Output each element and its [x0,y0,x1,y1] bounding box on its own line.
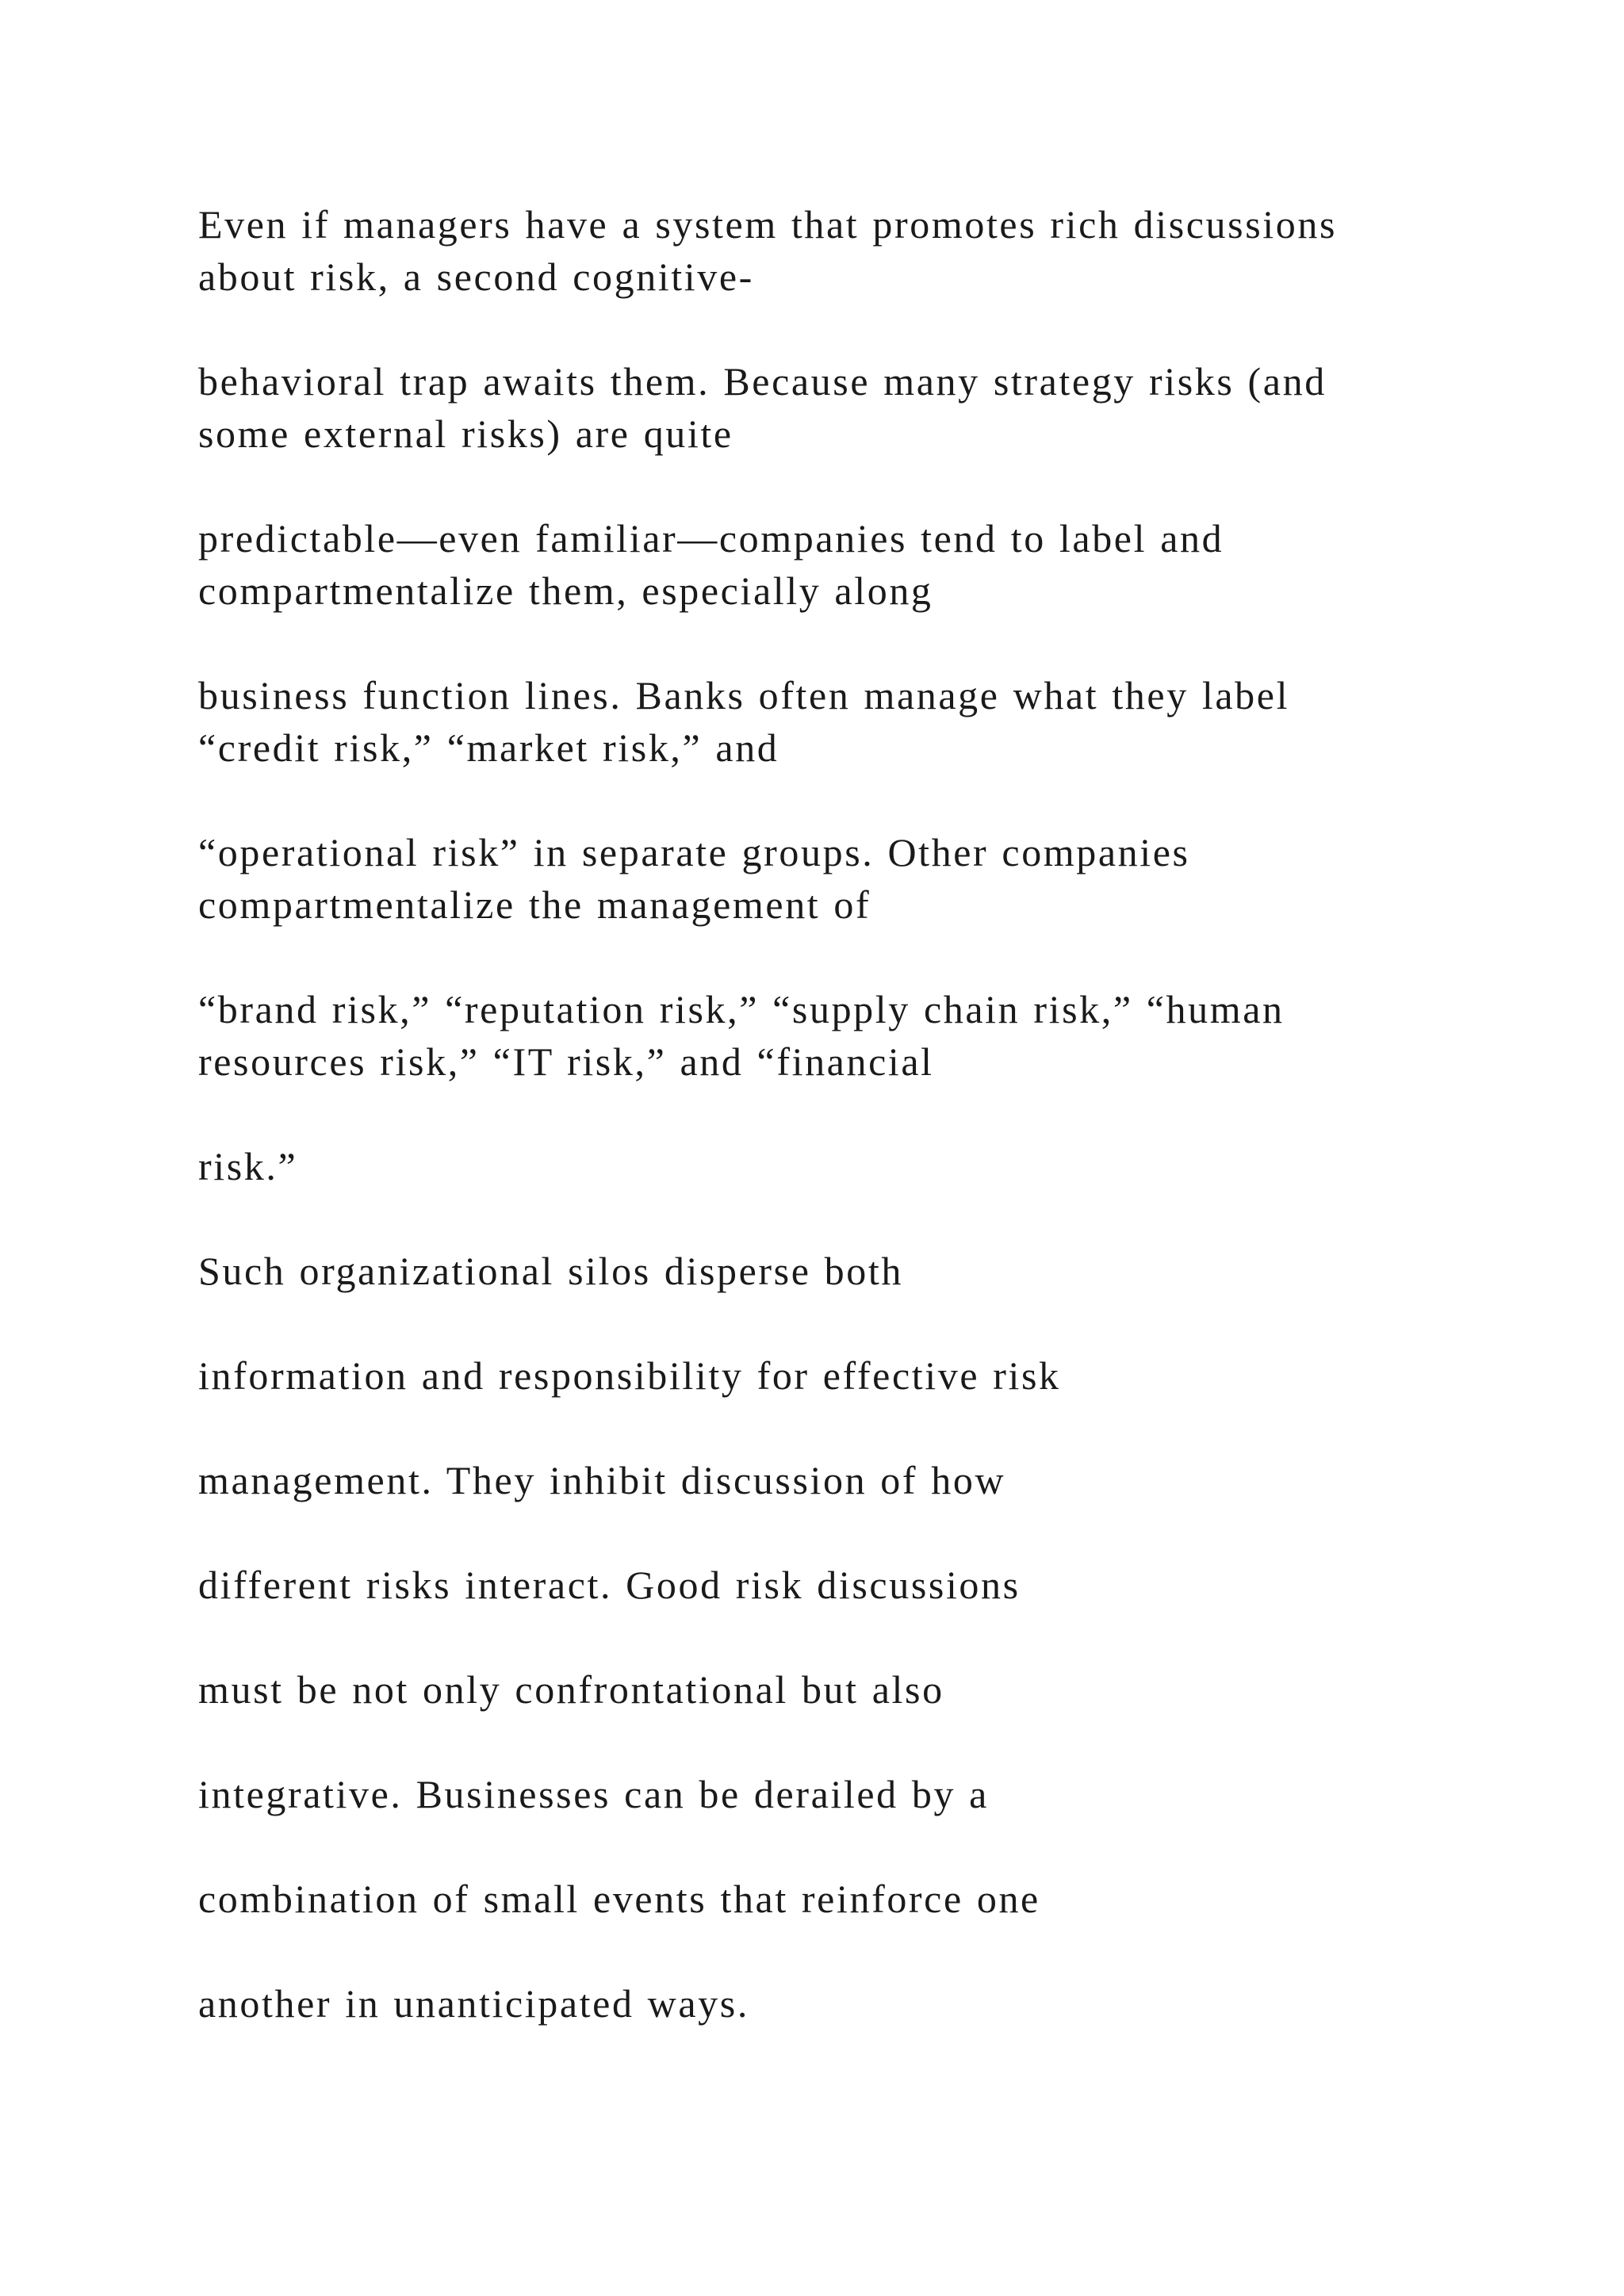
text-line: management. They inhibit discussion of how [198,1458,1006,1502]
text-line: resources risk,” “IT risk,” and “financial [198,1039,934,1084]
paragraph [198,1454,1507,1506]
paragraph [198,1140,1507,1192]
text-line: predictable—even familiar—companies tend to label and [198,516,1224,561]
paragraph [198,1873,1507,1925]
paragraph [198,1349,1507,1402]
text-line: combination of small events that reinforce one [198,1877,1040,1921]
paragraph [198,1977,1507,2030]
paragraph [198,1768,1507,1820]
text-line: “brand risk,” “reputation risk,” “supply chain risk,” “human [198,987,1285,1031]
paragraph [198,512,1507,617]
paragraph [198,1559,1507,1611]
paragraph [198,355,1507,460]
text-line: risk.” [198,1144,298,1188]
paragraph [198,1245,1507,1297]
text-line: about risk, a second cognitive- [198,254,754,299]
paragraph [198,198,1507,303]
text-line: another in unanticipated ways. [198,1981,749,2026]
text-line: Such organizational silos disperse both [198,1249,903,1293]
text-line: business function lines. Banks often manage what they label [198,673,1290,718]
text-line: “credit risk,” “market risk,” and [198,725,779,770]
text-line: Even if managers have a system that promotes rich discussions [198,202,1338,247]
paragraph [198,1663,1507,1716]
text-line: must be not only confrontational but also [198,1667,944,1712]
text-line: information and responsibility for effective risk [198,1353,1061,1398]
text-line: integrative. Businesses can be derailed by a [198,1772,989,1816]
paragraph [198,983,1507,1088]
paragraph [198,669,1507,774]
paragraph [198,826,1507,931]
text-line: behavioral trap awaits them. Because many strategy risks (and [198,359,1327,404]
text-line: compartmentalize the management of [198,882,871,927]
text-line: compartmentalize them, especially along [198,568,933,613]
text-line: different risks interact. Good risk discussions [198,1563,1021,1607]
text-line: “operational risk” in separate groups. Other companies [198,830,1190,874]
text-line: some external risks) are quite [198,411,733,456]
